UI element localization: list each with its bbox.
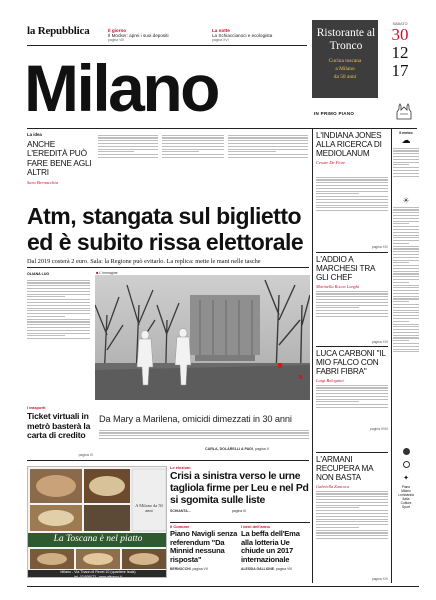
text-line	[393, 265, 419, 266]
text-line	[316, 210, 388, 211]
text-line	[98, 137, 158, 138]
crisi-byline: SCHIANTA...	[170, 509, 191, 513]
teaser-2-title: La Schiaccianoci e ecologista	[212, 33, 273, 38]
text-line	[316, 510, 388, 511]
text-line	[27, 313, 90, 314]
restaurant-ad-title: Ristorante al Tronco	[316, 27, 376, 52]
restaurant-ad-line3: da 50 anni	[333, 74, 357, 80]
text-line	[393, 153, 419, 154]
text-line	[316, 207, 388, 208]
text-line	[99, 430, 309, 431]
text-line	[316, 519, 388, 520]
navigli-footer: BERNOCCHI, pagina VII	[170, 567, 208, 571]
text-line	[27, 338, 90, 339]
text-line	[316, 407, 388, 408]
text-line	[228, 140, 308, 141]
masthead-rule-bottom	[27, 128, 417, 129]
text-line	[393, 162, 419, 163]
globe-icon	[403, 461, 410, 468]
text-line	[316, 293, 388, 294]
text-line	[27, 285, 90, 286]
text-line	[316, 305, 388, 306]
main-headline[interactable]	[27, 203, 317, 255]
text-line	[98, 157, 158, 158]
text-line	[316, 532, 388, 533]
text-line	[316, 535, 388, 536]
sidebar-text-1	[393, 146, 419, 196]
duomo-icon	[395, 102, 413, 120]
in-primo-piano-label: IN PRIMO PIANO	[314, 111, 355, 116]
sidebar	[393, 131, 419, 581]
lidea-headline: ANCHE L'EREDITÀ PUÒ FARE BENE AGLI ALTRI	[27, 139, 92, 177]
teaser-1-kicker: Il giorno	[108, 28, 127, 33]
armani-author: Gabriella Zancoca	[316, 484, 350, 489]
newspaper-logo: la Repubblica	[27, 25, 90, 37]
footer-rule	[27, 586, 419, 587]
ticket-article[interactable]	[27, 405, 93, 457]
jones-text	[316, 175, 388, 237]
sun-icon: ☀	[402, 196, 410, 205]
restaurant-ad-line1: Cucina toscana	[328, 58, 362, 64]
text-line	[393, 248, 419, 249]
jones-author: Cesare De Fiore	[316, 160, 346, 165]
main-subhead: Dal 2019 costerà 2 euro. Sala: la Regione può evitarlo. La replica: mette le mani nelle tasche	[27, 258, 261, 265]
text-line	[162, 146, 224, 147]
navigli-page: pagina VII	[192, 567, 208, 571]
text-line	[98, 149, 158, 150]
text-line	[393, 156, 419, 157]
restaurant-ad-box[interactable]	[312, 20, 378, 98]
main-photo[interactable]	[95, 275, 310, 400]
text-line	[393, 276, 419, 277]
text-line	[393, 218, 419, 219]
crisi-kicker: Le elezioni	[170, 465, 191, 470]
text-line	[162, 157, 224, 158]
text-line	[393, 287, 419, 288]
text-line	[393, 176, 419, 177]
text-line	[98, 154, 158, 155]
text-line	[393, 279, 419, 280]
text-line	[316, 188, 388, 189]
text-line	[393, 321, 409, 322]
text-line	[27, 308, 90, 309]
text-line	[27, 335, 65, 336]
text-line	[27, 302, 90, 303]
text-line	[162, 151, 199, 152]
text-line	[316, 179, 388, 180]
marchesi-page: pagina XVI	[371, 340, 388, 344]
text-line	[393, 318, 419, 319]
text-line	[98, 151, 134, 152]
navigli-kicker: Il Comune	[170, 524, 190, 529]
caption-page: pagina V	[254, 447, 270, 451]
text-line	[393, 273, 419, 274]
sidebar-label-3: Lombardia	[398, 493, 414, 497]
date-box	[382, 20, 418, 98]
section-title: Milano	[24, 51, 218, 125]
text-line	[228, 135, 308, 136]
text-line	[316, 307, 359, 308]
text-line	[316, 199, 388, 200]
ticket-page: pagina VI	[78, 453, 93, 457]
restaurant-ad-line2: a Milano	[335, 66, 355, 72]
text-line	[393, 209, 419, 210]
text-line	[228, 146, 308, 147]
text-column-3	[228, 133, 308, 177]
carboni-page: pagina XVIII	[370, 427, 388, 431]
crisi-headline: Crisi a sinistra verso le urne tagliola firme per Leu e nel Pd si sgomita sulle liste	[170, 471, 309, 506]
text-line	[316, 177, 388, 178]
navigli-byline: BERNOCCHI	[170, 567, 191, 571]
sidebar-label-4: Italia	[402, 497, 410, 501]
text-line	[316, 182, 388, 183]
sidebar-label-2: Milano	[401, 489, 411, 493]
text-line	[393, 332, 419, 333]
text-line	[27, 280, 90, 281]
date-year: 17	[391, 61, 409, 80]
date-label: SABATO	[392, 22, 408, 26]
circle-icon	[403, 448, 410, 455]
text-line	[316, 401, 359, 402]
teaser-2-page: pagina XVI	[212, 38, 229, 42]
carboni-headline: LUCA CARBONI "IL MIO FALCO CON FABRI FIBRA"	[316, 349, 386, 376]
text-line	[393, 293, 419, 294]
toscana-title: La Toscana è nel piatto	[53, 534, 143, 544]
text-line	[228, 154, 308, 155]
text-column-2	[162, 133, 224, 177]
text-line	[27, 296, 65, 297]
text-line	[393, 307, 419, 308]
caption-text-column	[99, 428, 309, 446]
text-line	[316, 310, 388, 311]
text-line	[393, 148, 419, 149]
text-line	[27, 282, 90, 283]
sidebar-meteo: Il meteo	[399, 131, 413, 135]
text-line	[393, 329, 419, 330]
text-line	[393, 298, 419, 299]
armani-article[interactable]	[316, 455, 388, 581]
teaser-1-page: pagina VIII	[108, 38, 125, 42]
text-line	[99, 438, 309, 439]
navigli-headline: Piano Navigli senza referendum "Da Minnid nessuna risposta"	[170, 529, 238, 564]
toscana-address: Milano - Via Thaon di Revel 10 (quartiere Isola)	[60, 570, 136, 574]
lidea-box[interactable]	[27, 132, 95, 202]
text-line	[162, 137, 224, 138]
lead-text-column	[27, 278, 90, 380]
text-line	[27, 333, 90, 334]
text-line	[316, 524, 388, 525]
ticket-kicker: I trasporti	[27, 405, 46, 410]
text-line	[393, 260, 419, 261]
ticket-headline: Ticket virtuali in metrò basterà la carta di credito	[27, 411, 91, 441]
text-line	[393, 240, 419, 241]
text-line	[393, 229, 419, 230]
text-line	[316, 507, 359, 508]
text-line	[27, 330, 90, 331]
text-line	[316, 538, 388, 539]
text-line	[393, 167, 419, 168]
armani-text	[316, 489, 388, 573]
text-line	[316, 513, 388, 514]
masthead-rule-top	[27, 45, 307, 46]
text-line	[393, 246, 419, 247]
text-line	[316, 502, 388, 503]
text-line	[162, 140, 224, 141]
text-line	[27, 319, 90, 320]
text-line	[316, 399, 388, 400]
text-line	[98, 146, 158, 147]
text-line	[228, 149, 308, 150]
text-line	[27, 288, 90, 289]
text-line	[316, 505, 388, 506]
marchesi-author: Marinella Rocca Longhi	[316, 284, 360, 289]
text-line	[316, 499, 388, 500]
text-line	[27, 305, 90, 306]
section-rule	[27, 460, 309, 461]
text-line	[393, 282, 409, 283]
text-line	[393, 221, 419, 222]
sidebar-label-6: Sport	[402, 505, 410, 509]
right-rule-3	[316, 452, 388, 453]
text-line	[393, 268, 419, 269]
text-line	[316, 527, 359, 528]
text-line	[393, 343, 419, 344]
jones-headline: L'INDIANA JONES ALLA RICERCA DI MEDIOLANUM	[316, 131, 382, 158]
text-line	[98, 140, 158, 141]
crisi-page: pagina III	[231, 509, 247, 513]
text-line	[393, 235, 419, 236]
text-line	[393, 159, 419, 160]
right-column-divider	[312, 128, 313, 583]
carboni-text	[316, 383, 388, 425]
text-line	[393, 296, 419, 297]
lotteria-footer: ALESSIA GALLIONE, pagina VIII	[241, 567, 293, 571]
text-line	[99, 432, 309, 433]
text-line	[393, 257, 419, 258]
text-line	[162, 135, 224, 136]
text-line	[316, 404, 388, 405]
photo-credit	[96, 270, 118, 275]
carboni-author: Luigi Bolognini	[316, 378, 344, 383]
text-line	[27, 299, 90, 300]
navigli-article[interactable]	[170, 524, 238, 584]
lotteria-headline: La beffa dell'Ema alla lotteria Ue chiude un 2017 internazionale	[241, 529, 300, 564]
text-line	[316, 205, 388, 206]
text-line	[393, 212, 419, 213]
text-line	[393, 346, 419, 347]
text-line	[316, 291, 388, 292]
sidebar-divider	[391, 128, 392, 583]
text-line	[316, 496, 388, 497]
marchesi-article[interactable]	[316, 255, 388, 344]
teaser-1-title: Il Mocker: aprei i suoi depositi	[108, 33, 169, 38]
text-line	[393, 315, 419, 316]
armani-headline: L'ARMANI RECUPERA MA NON BASTA	[316, 455, 373, 482]
sidebar-label-1: Piano	[401, 485, 411, 489]
camera-icon: ■	[96, 270, 99, 275]
text-line	[393, 271, 419, 272]
teaser-1[interactable]	[108, 28, 198, 42]
text-line	[393, 326, 419, 327]
teaser-2[interactable]	[212, 28, 304, 42]
text-line	[393, 150, 419, 151]
text-line	[316, 521, 388, 522]
text-line	[393, 215, 419, 216]
text-line	[316, 385, 388, 386]
text-line	[316, 196, 388, 197]
crisi-footer	[170, 509, 310, 513]
text-line	[316, 516, 388, 517]
text-line	[162, 149, 224, 150]
text-line	[316, 193, 359, 194]
text-line	[393, 312, 419, 313]
lotteria-page: pagina VIII	[275, 567, 293, 571]
text-line	[393, 262, 409, 263]
caption-byline-name: CARLA, DOLARELLI A PAGI	[205, 447, 253, 451]
text-line	[316, 493, 388, 494]
text-line	[393, 335, 419, 336]
armani-page: pagina XIX	[371, 577, 388, 581]
text-line	[316, 530, 388, 531]
text-line	[316, 393, 388, 394]
main-headline-line1: Atm, stangata sul biglietto	[27, 203, 302, 229]
jones-page: pagina XIV	[371, 245, 388, 249]
text-line	[393, 232, 419, 233]
text-line	[316, 185, 388, 186]
text-line	[162, 143, 224, 144]
main-rule	[27, 267, 309, 268]
lidea-author: Sara Bernacchia	[27, 180, 59, 186]
text-line	[393, 285, 419, 286]
text-line	[316, 299, 388, 300]
text-line	[393, 254, 419, 255]
text-line	[393, 164, 409, 165]
star-icon: ✦	[403, 474, 409, 482]
text-line	[393, 340, 409, 341]
text-line	[393, 351, 419, 352]
text-line	[316, 202, 388, 203]
text-line	[393, 251, 419, 252]
text-line	[393, 324, 419, 325]
text-line	[162, 154, 224, 155]
date-day: 30	[391, 25, 409, 44]
crisi-rule	[170, 522, 310, 523]
text-line	[316, 191, 388, 192]
text-line	[316, 396, 388, 397]
date-month: 12	[391, 43, 409, 62]
text-line	[393, 337, 419, 338]
text-line	[27, 324, 90, 325]
text-line	[316, 302, 388, 303]
lotteria-kicker: I beni dell'anno	[241, 524, 270, 529]
lead-byline: OLIANA LUO	[27, 272, 50, 276]
main-headline-line2: ed è subito rissa elettorale	[27, 229, 304, 255]
text-line	[393, 237, 419, 238]
text-line	[393, 223, 409, 224]
text-line	[393, 349, 419, 350]
text-line	[393, 173, 419, 174]
toscana-phone: tel. 02 606072 - www.altronco.it	[74, 574, 122, 578]
text-line	[316, 387, 388, 388]
text-line	[27, 291, 90, 292]
text-line	[27, 316, 65, 317]
text-line	[393, 290, 419, 291]
toscana-stamp: A Milano da 50 anni	[135, 503, 163, 513]
text-line	[228, 137, 308, 138]
sidebar-label-5: Cultura	[400, 501, 412, 505]
jones-article[interactable]	[316, 131, 388, 249]
text-line	[228, 143, 308, 144]
text-line	[98, 143, 158, 144]
text-line	[27, 310, 90, 311]
text-line	[316, 390, 388, 391]
marchesi-text	[316, 289, 388, 337]
text-line	[393, 170, 419, 171]
photo-caption[interactable]: Da Mary a Marilena, omicidi dimezzati in 30 anni	[99, 414, 292, 424]
lidea-kicker: La idea	[27, 132, 42, 137]
text-line	[393, 243, 409, 244]
text-line	[27, 327, 90, 328]
teaser-2-kicker: La notte	[212, 28, 230, 33]
caption-byline: CARLA, DOLARELLI A PAGI, pagina V	[205, 447, 270, 451]
toscana-ad[interactable]	[27, 466, 167, 578]
text-line	[316, 491, 388, 492]
marchesi-headline: L'ADDIO A MARCHESI TRA GLI CHEF	[316, 255, 375, 282]
text-line	[27, 321, 90, 322]
text-line	[316, 296, 388, 297]
sidebar-icons	[393, 448, 419, 482]
text-line	[316, 316, 388, 317]
sidebar-labels	[393, 485, 419, 509]
photo-credit-label: L'immagine	[99, 271, 118, 275]
text-line	[393, 226, 419, 227]
right-rule-1	[316, 252, 388, 253]
text-line	[316, 313, 388, 314]
carboni-article[interactable]	[316, 349, 388, 431]
text-column-1	[98, 133, 158, 177]
weather-icon: ☁	[401, 135, 411, 145]
text-line	[393, 207, 419, 208]
sidebar-text-2	[393, 205, 419, 445]
text-line	[98, 135, 158, 136]
text-line	[228, 151, 276, 152]
text-line	[393, 304, 419, 305]
text-line	[393, 301, 409, 302]
crisi-article[interactable]	[170, 465, 310, 519]
right-rule-2	[316, 346, 388, 347]
text-line	[228, 157, 308, 158]
lotteria-article[interactable]	[241, 524, 311, 584]
text-line	[99, 435, 309, 436]
text-line	[27, 294, 90, 295]
lotteria-byline: ALESSIA GALLIONE	[241, 567, 275, 571]
text-line	[393, 310, 419, 311]
